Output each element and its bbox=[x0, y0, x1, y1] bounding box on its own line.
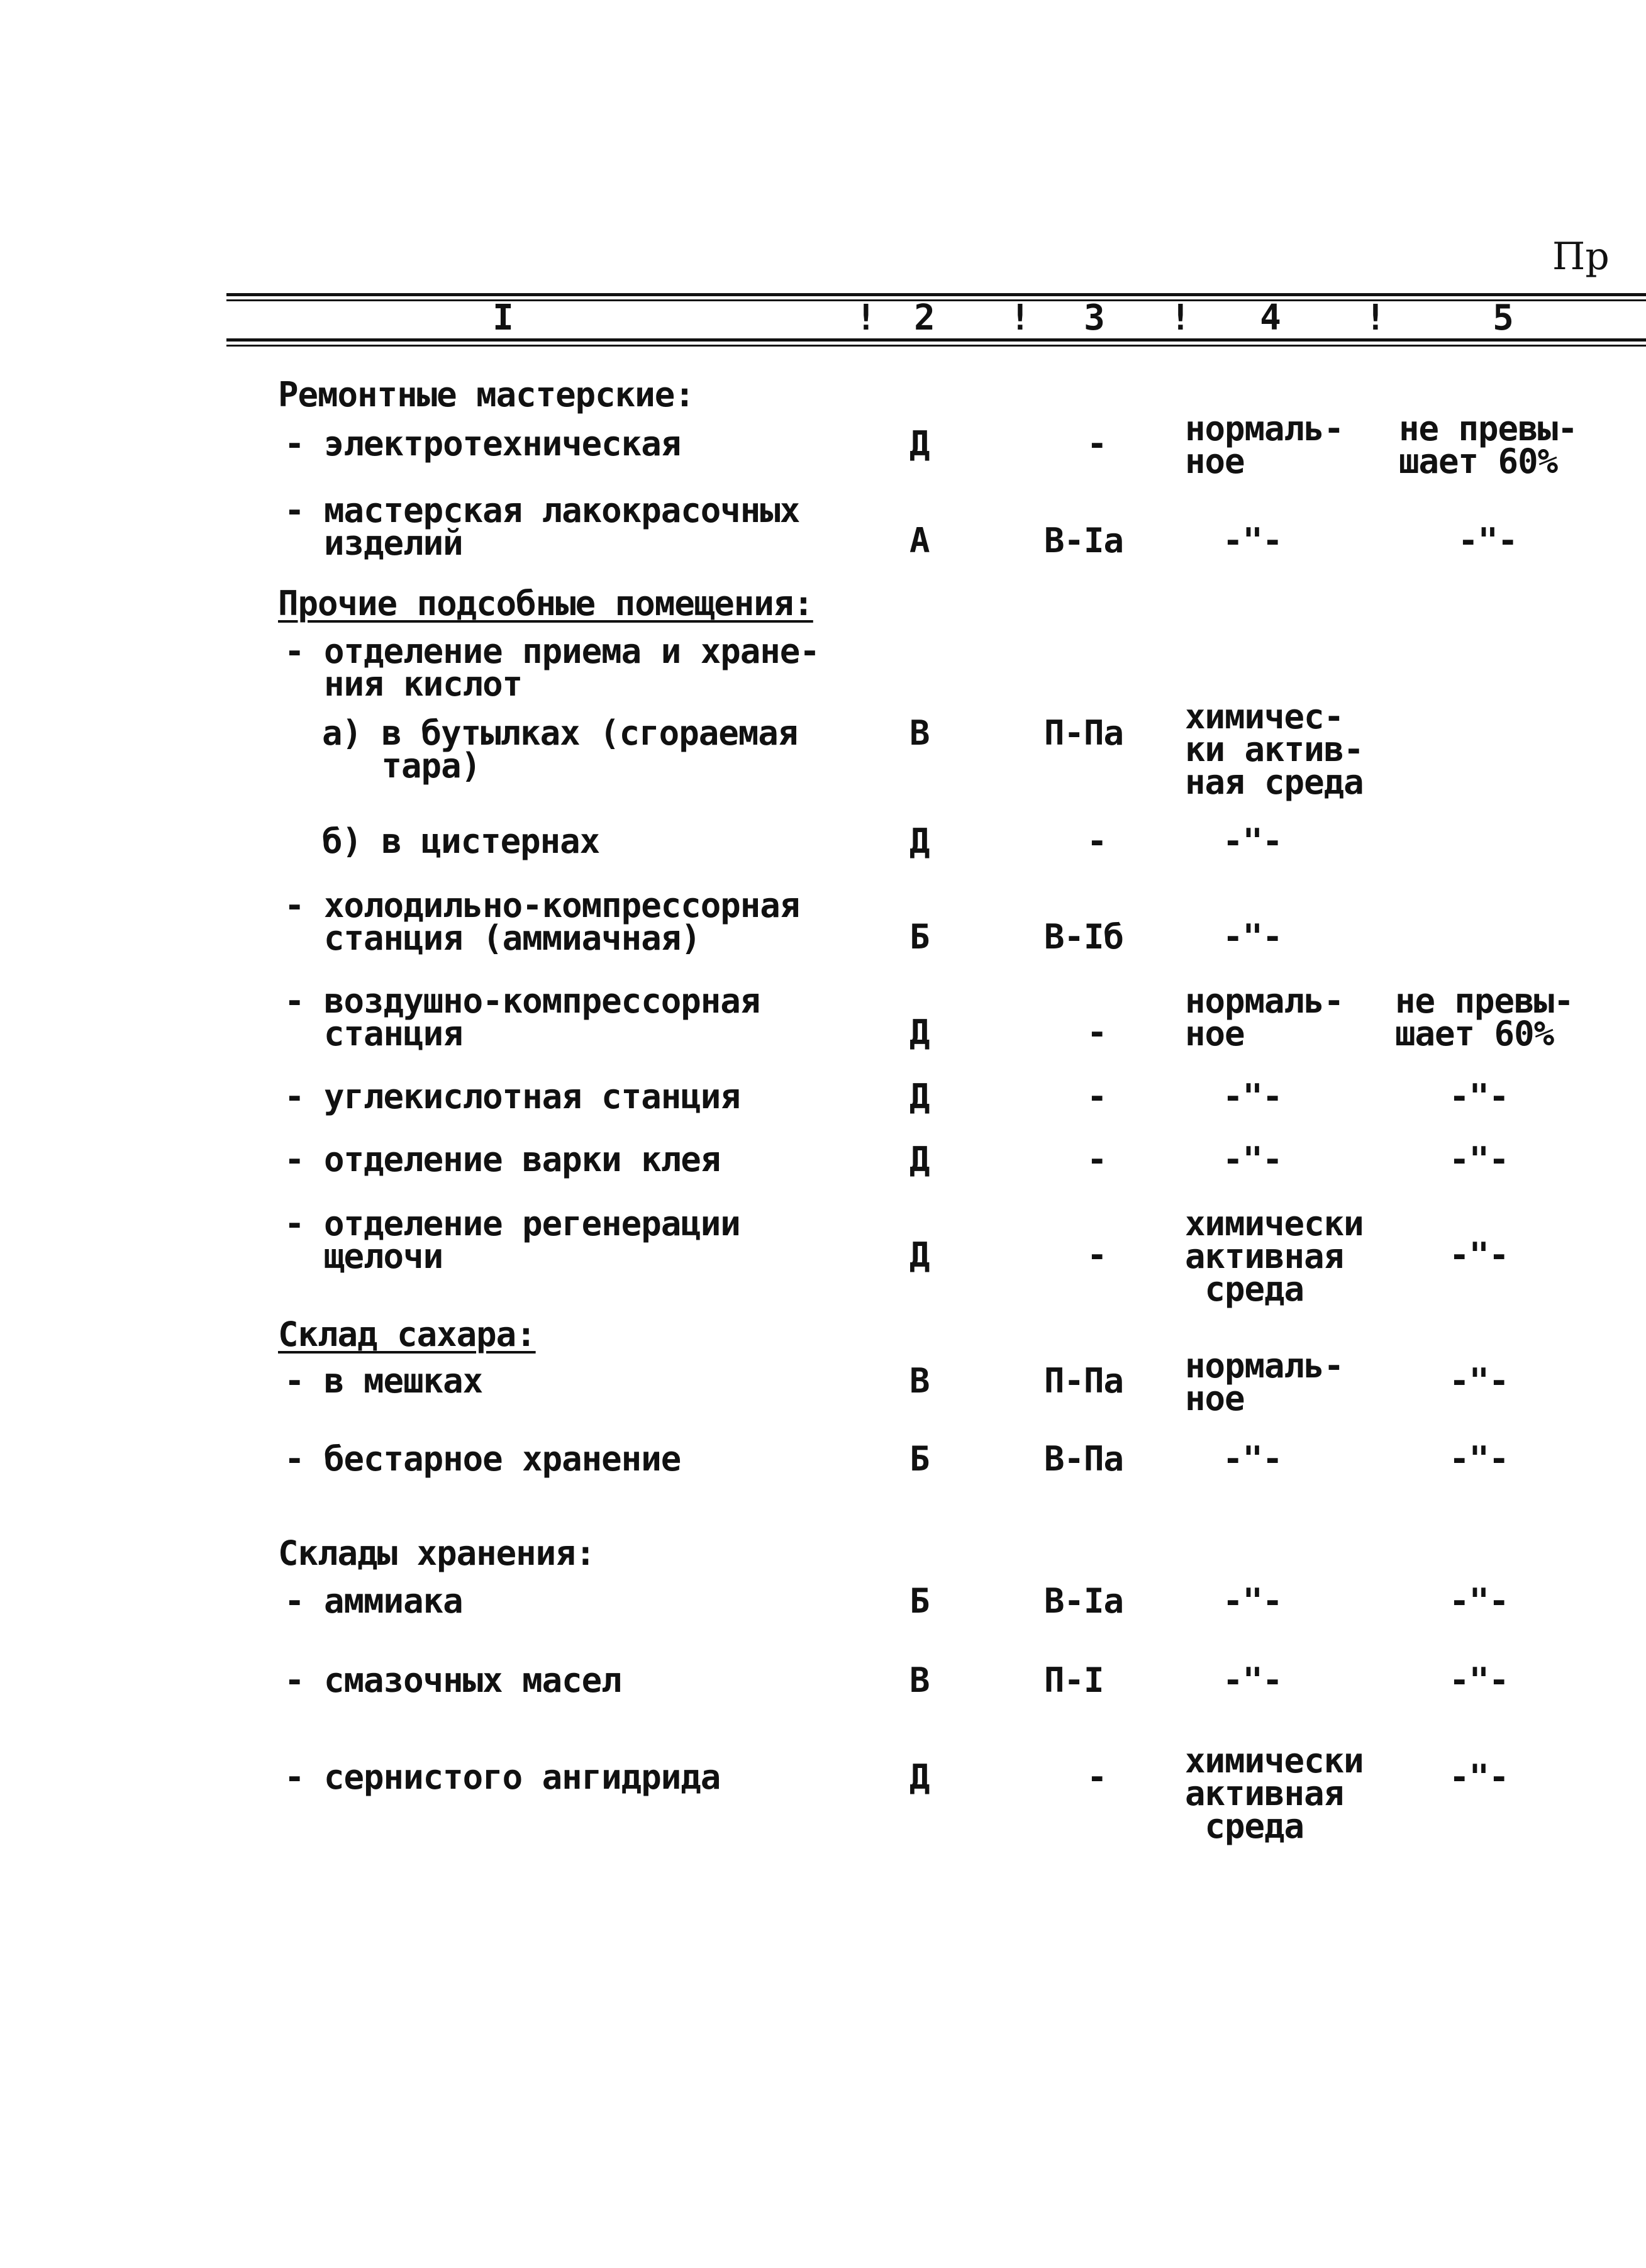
header-col-3: 3 bbox=[1084, 297, 1105, 338]
cell-class: П-Па bbox=[1044, 1361, 1124, 1401]
header-bottom-rule-thin bbox=[226, 345, 1646, 347]
cell-category: Д bbox=[909, 1757, 930, 1797]
cell-category: Д bbox=[909, 1235, 930, 1275]
section-title-storage-warehouses: Склады хранения: bbox=[278, 1533, 596, 1573]
cell-class: В-Па bbox=[1044, 1439, 1124, 1479]
cell-environment: химически активная среда bbox=[1185, 1204, 1364, 1309]
header-col-1: I bbox=[492, 297, 514, 338]
cell-category: Б bbox=[909, 917, 930, 957]
cell-humidity: не превы- шает 60% bbox=[1395, 981, 1574, 1053]
cell-environment: нормаль- ное bbox=[1185, 409, 1344, 481]
cell-environment: -"- bbox=[1223, 521, 1282, 560]
cell-environment: -"- bbox=[1223, 1660, 1282, 1700]
cell-category: Б bbox=[909, 1439, 930, 1479]
row-name: а) в бутылках (сгораемая тара) bbox=[322, 713, 798, 786]
cell-humidity: -"- bbox=[1449, 1077, 1509, 1116]
cell-category: Д bbox=[909, 1013, 930, 1052]
row-name: - в мешках bbox=[284, 1361, 483, 1401]
row-name: - аммиака bbox=[284, 1581, 463, 1621]
row-name: - холодильно-компрессорная станция (аммиачная) bbox=[284, 886, 800, 958]
cell-environment: -"- bbox=[1223, 1581, 1282, 1621]
cell-category: В bbox=[909, 713, 930, 753]
cell-environment: химичес- ки актив- ная среда bbox=[1185, 697, 1364, 802]
cell-humidity: -"- bbox=[1449, 1757, 1509, 1797]
row-name: б) в цистернах bbox=[322, 821, 600, 861]
cell-environment: -"- bbox=[1223, 1140, 1282, 1179]
row-name: - углекислотная станция bbox=[284, 1077, 740, 1116]
cell-category: Б bbox=[909, 1581, 930, 1621]
row-name: - бестарное хранение bbox=[284, 1439, 681, 1479]
cell-environment: -"- bbox=[1223, 917, 1282, 957]
header-top-rule bbox=[226, 293, 1646, 296]
cell-category: В bbox=[909, 1361, 930, 1401]
cell-environment: нормаль- ное bbox=[1185, 981, 1344, 1053]
cell-environment: нормаль- ное bbox=[1185, 1346, 1344, 1418]
row-name: - смазочных масел bbox=[284, 1660, 621, 1700]
cell-class: - bbox=[1087, 821, 1107, 861]
section-title-sugar-warehouse: Склад сахара: bbox=[278, 1315, 536, 1354]
row-name: - электротехническая bbox=[284, 424, 681, 464]
header-bottom-rule bbox=[226, 338, 1646, 342]
cell-class: - bbox=[1087, 1757, 1107, 1797]
header-col-5: 5 bbox=[1493, 297, 1514, 338]
row-name: - отделение приема и хране- ния кислот bbox=[284, 631, 820, 704]
header-separator-2: ! bbox=[1009, 297, 1031, 338]
cell-class: В-Iа bbox=[1044, 521, 1124, 560]
cell-environment: -"- bbox=[1223, 1439, 1282, 1479]
cell-humidity: -"- bbox=[1449, 1235, 1509, 1275]
header-col-2: 2 bbox=[914, 297, 935, 338]
cell-humidity: -"- bbox=[1449, 1660, 1509, 1700]
page-corner-label: Пр bbox=[1552, 235, 1610, 279]
cell-class: - bbox=[1087, 1235, 1107, 1275]
section-title-repair-workshops: Ремонтные мастерские: bbox=[278, 375, 694, 414]
cell-humidity: -"- bbox=[1449, 1140, 1509, 1179]
row-name: - отделение регенерации щелочи bbox=[284, 1204, 740, 1276]
cell-humidity: -"- bbox=[1449, 1581, 1509, 1621]
row-name: - отделение варки клея bbox=[284, 1140, 721, 1179]
cell-category: Д bbox=[909, 1077, 930, 1116]
cell-humidity: -"- bbox=[1458, 521, 1518, 560]
cell-environment: -"- bbox=[1223, 821, 1282, 861]
header-separator-1: ! bbox=[855, 297, 877, 338]
cell-humidity: -"- bbox=[1449, 1439, 1509, 1479]
cell-class: - bbox=[1087, 1077, 1107, 1116]
cell-class: В-Iа bbox=[1044, 1581, 1124, 1621]
cell-category: В bbox=[909, 1660, 930, 1700]
row-name: - сернистого ангидрида bbox=[284, 1757, 721, 1797]
header-separator-3: ! bbox=[1170, 297, 1191, 338]
cell-class: - bbox=[1087, 1140, 1107, 1179]
cell-environment: химически активная среда bbox=[1185, 1741, 1364, 1846]
header-col-4: 4 bbox=[1260, 297, 1281, 338]
header-separator-4: ! bbox=[1365, 297, 1386, 338]
cell-environment: -"- bbox=[1223, 1077, 1282, 1116]
cell-category: А bbox=[909, 521, 930, 560]
cell-humidity: -"- bbox=[1449, 1361, 1509, 1401]
cell-category: Д bbox=[909, 424, 930, 464]
cell-class: - bbox=[1087, 1013, 1107, 1052]
row-name: - воздушно-компрессорная станция bbox=[284, 981, 760, 1053]
cell-class: В-Iб bbox=[1044, 917, 1124, 957]
cell-category: Д bbox=[909, 821, 930, 861]
cell-category: Д bbox=[909, 1140, 930, 1179]
section-title-other-rooms: Прочие подсобные помещения: bbox=[278, 584, 813, 623]
cell-humidity: не превы- шает 60% bbox=[1399, 409, 1577, 481]
cell-class: П-I bbox=[1044, 1660, 1104, 1700]
cell-class: П-Па bbox=[1044, 713, 1124, 753]
row-name: - мастерская лакокрасочных изделий bbox=[284, 491, 800, 563]
cell-class: - bbox=[1087, 424, 1107, 464]
